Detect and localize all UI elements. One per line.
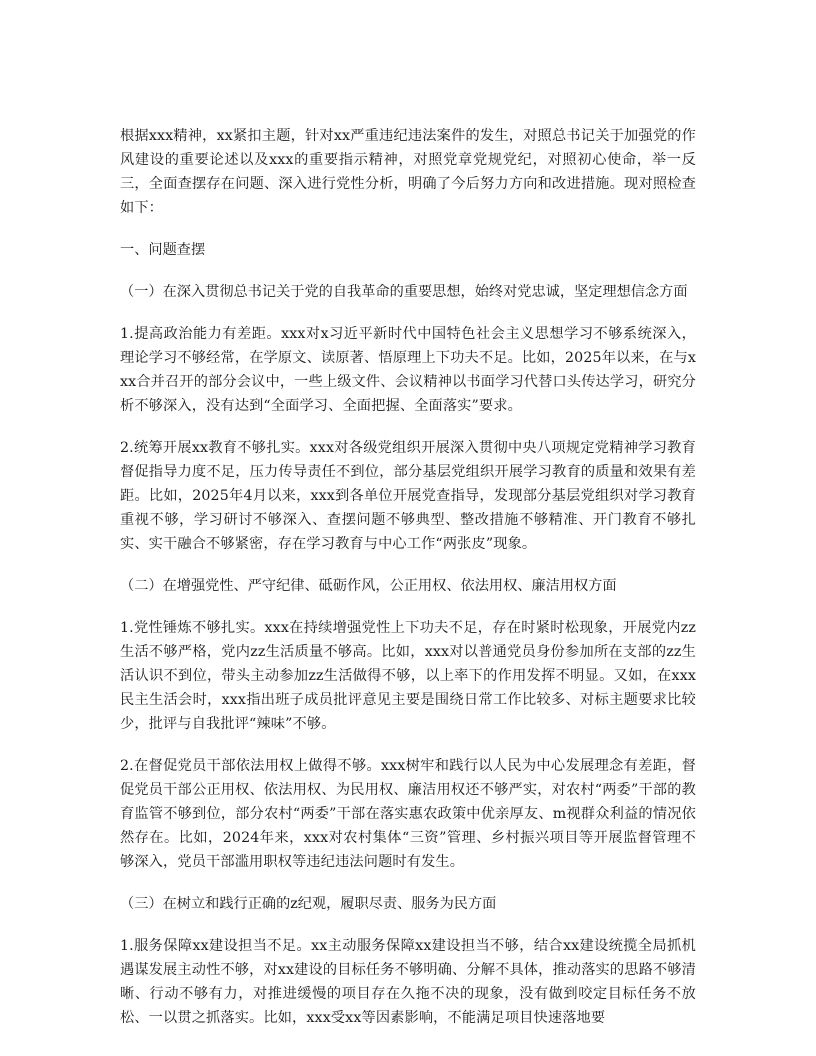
subsection-1-paragraph-1: 1.提高政治能力有差距。xxx对x习近平新时代中国特色社会主义思想学习不够系统深入，理论学习不够经常，在学原文、读原著、悟原理上下功夫不足。比如，2025年以来，在与xxx合并召开的部分会议中，一些上级文件、会议精神以书面学习代替口头传达学习，研究分析不够深入，没有达到“全面学习、全面把握、全面落实”要求。 [120,326,696,414]
subsection-3-paragraph-1: 1.服务保障xx建设担当不足。xx主动服务保障xx建设担当不够，结合xx建设统揽全局抓机遇谋发展主动性不够，对xx建设的目标任务不够明确、分解不具体，推动落实的思路不够清晰、行动不够有力，对推进缓慢的项目存在久拖不决的现象，没有做到咬定目标任务不放松、一以贯之抓落实。比如，xxx受xx等因素影响，不能满足项目快速落地要 [120,938,696,1026]
intro-paragraph: 根据xxx精神，xx紧扣主题，针对xx严重违纪违法案件的发生，对照总书记关于加强党的作风建设的重要论述以及xxx的重要指示精神，对照党章党规党纪，对照初心使命，举一反三，全面查摆存在问题、深入进行党性分析，明确了今后努力方向和改进措施。现对照检查如下： [120,128,696,216]
subsection-heading-2: （二）在增强党性、严守纪律、砥砺作风，公正用权、依法用权、廉洁用权方面 [120,578,617,594]
subsection-2-paragraph-1: 1.党性锤炼不够扎实。xxx在持续增强党性上下功夫不足，存在时紧时松现象，开展党内zz生活不够严格，党内zz生活质量不够高。比如，xxx对以普通党员身份参加所在支部的zz生活认识不到位，带头主动参加zz生活做得不够，以上率下的作用发挥不明显。又如，在xxx民主生活会时，xxx指出班子成员批评意见主要是围绕日常工作比较多、对标主题要求比较少，批评与自我批评“辣味”不够。 [120,620,696,732]
subsection-1-paragraph-2: 2.统筹开展xx教育不够扎实。xxx对各级党组织开展深入贯彻中央八项规定党精神学习教育督促指导力度不足，压力传导责任不到位，部分基层党组织开展学习教育的质量和效果有差距。比如，2025年4月以来，xxx到各单位开展党查指导，发现部分基层党组织对学习教育重视不够，学习研讨不够深入、查摆问题不够典型、整改措施不够精准、开门教育不够扎实、实干融合不够紧密，存在学习教育与中心工作“两张皮”现象。 [120,440,696,552]
subsection-heading-3: （三）在树立和践行正确的z纪观，履职尽责、服务为民方面 [120,896,497,912]
subsection-heading-1: （一）在深入贯彻总书记关于党的自我革命的重要思想，始终对党忠诚，坚定理想信念方面 [120,284,688,300]
document-page [120,124,696,1048]
section-heading-problems: 一、问题查摆 [120,242,206,258]
subsection-2-paragraph-2: 2.在督促党员干部依法用权上做得不够。xxx树牢和践行以人民为中心发展理念有差距，督促党员干部公正用权、依法用权、为民用权、廉洁用权还不够严实，对农村“两委”干部的教育监管不够到位，部分农村“两委”干部在落实惠农政策中优亲厚友、m视群众利益的情况依然存在。比如，2024年来，xxx对农村集体“三资”管理、乡村振兴项目等开展监督管理不够深入，党员干部滥用职权等违纪违法问题时有发生。 [120,758,696,870]
